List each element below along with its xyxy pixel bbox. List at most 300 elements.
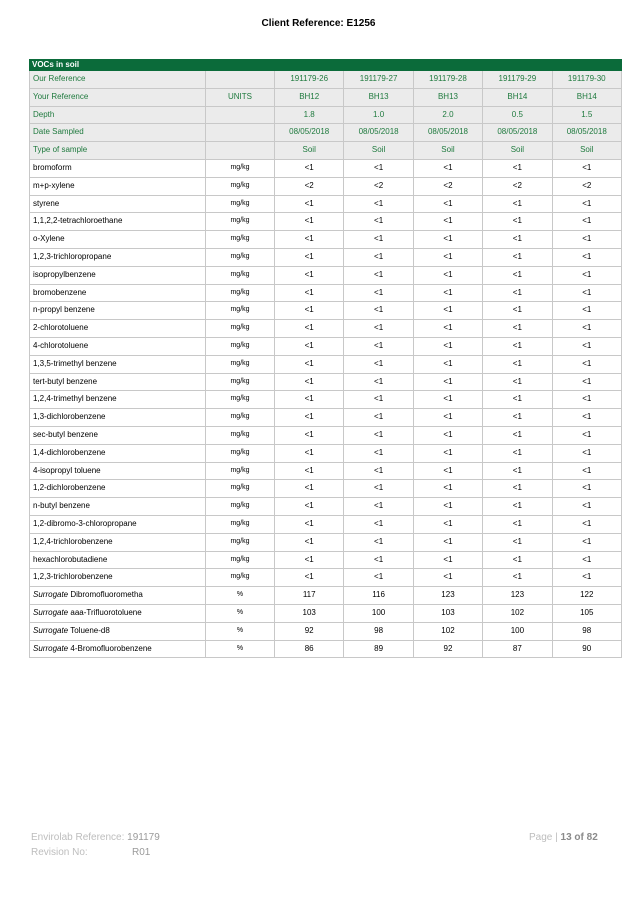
result-value: <1 [483,551,552,569]
meta-value: 1.8 [275,106,344,124]
footer-page-value: 13 of 82 [560,832,598,843]
result-value: <1 [413,462,482,480]
analyte-label: bromobenzene [33,287,87,297]
table-row [30,302,622,320]
meta-value: 08/05/2018 [483,124,552,142]
result-value: 89 [344,640,413,658]
footer-page-label: Page | [529,832,558,843]
analyte-unit: mg/kg [206,302,275,320]
result-value: <1 [275,248,344,266]
footer-ref-label: Envirolab Reference: [31,832,125,843]
surrogate-prefix: Surrogate [33,625,69,635]
analyte-unit: mg/kg [206,551,275,569]
result-value: <1 [552,231,621,249]
result-value: <1 [413,480,482,498]
result-value: <2 [413,177,482,195]
result-value: <1 [275,195,344,213]
analyte-label: styrene [33,198,60,208]
meta-value: 0.5 [483,106,552,124]
result-value: <1 [483,266,552,284]
result-value: <1 [413,337,482,355]
result-value: <1 [344,515,413,533]
analyte-name [30,533,206,551]
result-value: <1 [483,337,552,355]
result-value: <1 [344,266,413,284]
footer-page [529,832,598,843]
meta-label: Your Reference [30,88,206,106]
meta-unit: UNITS [206,88,275,106]
analyte-label: 2-chlorotoluene [33,323,89,333]
result-value: <1 [552,195,621,213]
analyte-name [30,337,206,355]
result-value: <1 [483,462,552,480]
result-value: <1 [483,248,552,266]
footer-reference [31,832,160,843]
table-row [30,284,622,302]
result-value: <1 [552,444,621,462]
analyte-unit: % [206,604,275,622]
result-value: 98 [552,622,621,640]
result-value: <1 [552,159,621,177]
meta-value: 191179-29 [483,71,552,89]
analyte-label: tert-butyl benzene [33,376,98,386]
analyte-label: 1,3-dichlorobenzene [33,412,106,422]
meta-unit [206,142,275,160]
result-value: 102 [413,622,482,640]
meta-label: Depth [30,106,206,124]
table-row [30,373,622,391]
table-row [30,498,622,516]
result-value: <1 [413,444,482,462]
surrogate-prefix: Surrogate [33,590,69,600]
meta-value: BH14 [552,88,621,106]
meta-label: Our Reference [30,71,206,89]
result-value: <1 [413,266,482,284]
analyte-unit: mg/kg [206,337,275,355]
result-value: <1 [275,533,344,551]
table-row [30,551,622,569]
result-value: 123 [483,587,552,605]
result-value: <1 [483,533,552,551]
meta-value: 1.5 [552,106,621,124]
analyte-name [30,444,206,462]
result-value: <1 [344,248,413,266]
analyte-label: 1,2,4-trichlorobenzene [33,536,113,546]
meta-row [30,142,622,160]
analyte-unit: mg/kg [206,498,275,516]
result-value: <1 [413,355,482,373]
result-value: <1 [483,355,552,373]
analyte-label: 1,2-dichlorobenzene [33,483,106,493]
result-value: <1 [483,213,552,231]
result-value: 92 [275,622,344,640]
result-value: <1 [483,320,552,338]
analyte-label: 1,2,4-trimethyl benzene [33,394,117,404]
analyte-unit: mg/kg [206,284,275,302]
result-value: <2 [344,177,413,195]
result-value: <1 [483,159,552,177]
result-value: <1 [275,284,344,302]
result-value: <1 [552,426,621,444]
analyte-unit: mg/kg [206,355,275,373]
result-value: <1 [344,195,413,213]
result-value: <1 [552,391,621,409]
analyte-unit: mg/kg [206,533,275,551]
section-header-row [30,60,622,71]
analyte-unit: % [206,622,275,640]
result-value: <1 [552,462,621,480]
meta-value: 191179-26 [275,71,344,89]
table-row [30,533,622,551]
analyte-name [30,515,206,533]
table-row [30,515,622,533]
result-value: <1 [413,159,482,177]
result-value: <1 [344,302,413,320]
result-value: <1 [275,231,344,249]
analyte-name [30,284,206,302]
result-value: <1 [552,248,621,266]
result-value: <1 [344,231,413,249]
footer-rev-value: R01 [132,847,151,858]
meta-row [30,71,622,89]
meta-value: 2.0 [413,106,482,124]
result-value: <1 [552,480,621,498]
analyte-label: 1,4-dichlorobenzene [33,447,106,457]
result-value: <1 [413,231,482,249]
result-value: <1 [483,498,552,516]
result-value: <1 [275,373,344,391]
table-row [30,177,622,195]
analyte-unit: mg/kg [206,409,275,427]
meta-value: 191179-28 [413,71,482,89]
result-value: <1 [413,213,482,231]
result-value: <1 [552,409,621,427]
result-value: 103 [275,604,344,622]
analyte-name [30,177,206,195]
analyte-unit: mg/kg [206,515,275,533]
table-row [30,231,622,249]
table-row [30,426,622,444]
result-value: 105 [552,604,621,622]
result-value: <1 [275,213,344,231]
result-value: 90 [552,640,621,658]
result-value: 100 [483,622,552,640]
analyte-unit: mg/kg [206,248,275,266]
meta-value: BH13 [413,88,482,106]
analyte-name [30,231,206,249]
table-row [30,480,622,498]
result-value: <1 [275,337,344,355]
result-value: <1 [344,426,413,444]
result-value: <1 [552,266,621,284]
meta-value: Soil [552,142,621,160]
analyte-unit: mg/kg [206,320,275,338]
analyte-unit: mg/kg [206,195,275,213]
result-value: <1 [552,569,621,587]
meta-unit [206,106,275,124]
meta-value: 08/05/2018 [275,124,344,142]
table-row [30,640,622,658]
analyte-name [30,355,206,373]
result-value: <1 [483,231,552,249]
result-value: <1 [413,302,482,320]
meta-row [30,88,622,106]
result-value: 100 [344,604,413,622]
result-value: <1 [344,373,413,391]
result-value: <1 [413,533,482,551]
analyte-unit: % [206,640,275,658]
result-value: <1 [413,320,482,338]
result-value: <1 [552,551,621,569]
result-value: <1 [344,391,413,409]
result-value: <1 [413,515,482,533]
result-value: <1 [483,373,552,391]
vocs-results-table [29,59,622,658]
table-row [30,337,622,355]
meta-value: Soil [344,142,413,160]
analyte-label: bromoform [33,162,72,172]
result-value: <1 [552,498,621,516]
table-row [30,248,622,266]
analyte-name [30,302,206,320]
table-row [30,444,622,462]
result-value: <1 [275,391,344,409]
result-value: <2 [552,177,621,195]
result-value: <1 [413,409,482,427]
result-value: <1 [275,480,344,498]
table-row [30,462,622,480]
analyte-name [30,462,206,480]
result-value: <1 [413,551,482,569]
meta-value: 08/05/2018 [344,124,413,142]
analyte-unit: mg/kg [206,159,275,177]
result-value: <1 [483,391,552,409]
result-value: <1 [552,302,621,320]
table-row [30,391,622,409]
analyte-name [30,266,206,284]
surrogate-prefix: Surrogate [33,643,69,653]
result-value: <1 [483,284,552,302]
analyte-unit: % [206,587,275,605]
analyte-name [30,391,206,409]
result-value: <1 [413,373,482,391]
result-value: <1 [275,409,344,427]
result-value: <1 [483,569,552,587]
meta-value: 08/05/2018 [552,124,621,142]
result-value: <1 [275,426,344,444]
analyte-name [30,159,206,177]
analyte-label: 1,1,2,2-tetrachloroethane [33,216,123,226]
meta-label: Type of sample [30,142,206,160]
analyte-label: Dibromofluorometha [70,590,143,600]
analyte-unit: mg/kg [206,177,275,195]
result-value: <1 [344,462,413,480]
result-value: <1 [344,213,413,231]
result-value: <1 [413,284,482,302]
meta-row [30,124,622,142]
analyte-name [30,373,206,391]
result-value: <1 [552,373,621,391]
analyte-label: 4-isopropyl toluene [33,465,101,475]
result-value: <1 [344,355,413,373]
result-value: <1 [344,480,413,498]
result-value: <1 [552,337,621,355]
result-value: <1 [483,515,552,533]
result-value: <1 [483,195,552,213]
analyte-unit: mg/kg [206,480,275,498]
analyte-label: sec-butyl benzene [33,429,98,439]
result-value: 92 [413,640,482,658]
result-value: <1 [275,569,344,587]
result-value: <1 [413,569,482,587]
result-value: <1 [275,444,344,462]
analyte-label: m+p-xylene [33,180,75,190]
result-value: <1 [413,248,482,266]
table-row [30,622,622,640]
analyte-name [30,587,206,605]
section-title: VOCs in soil [30,60,206,71]
result-value: <1 [552,213,621,231]
meta-value: Soil [275,142,344,160]
result-value: <1 [344,444,413,462]
result-value: <1 [275,159,344,177]
analyte-name [30,480,206,498]
table-row [30,159,622,177]
result-value: <1 [413,498,482,516]
result-value: <1 [413,391,482,409]
analyte-label: Toluene-d8 [70,625,110,635]
result-value: <1 [552,533,621,551]
table-row [30,355,622,373]
table-row [30,213,622,231]
result-value: <1 [552,355,621,373]
result-value: 98 [344,622,413,640]
analyte-unit: mg/kg [206,373,275,391]
result-value: <1 [275,266,344,284]
result-value: <1 [344,159,413,177]
result-value: <1 [483,444,552,462]
result-value: <1 [275,302,344,320]
result-value: <1 [552,515,621,533]
table-row [30,604,622,622]
result-value: 122 [552,587,621,605]
table-row [30,569,622,587]
meta-unit [206,71,275,89]
analyte-name [30,320,206,338]
analyte-name [30,213,206,231]
result-value: 117 [275,587,344,605]
analyte-name [30,604,206,622]
result-value: <1 [275,355,344,373]
result-value: 102 [483,604,552,622]
result-value: <1 [344,533,413,551]
meta-value: 191179-30 [552,71,621,89]
result-value: <1 [275,551,344,569]
table-row [30,266,622,284]
analyte-label: o-Xylene [33,234,65,244]
result-value: <1 [483,480,552,498]
result-value: <1 [275,498,344,516]
analyte-label: 1,2,3-trichlorobenzene [33,572,113,582]
meta-value: 08/05/2018 [413,124,482,142]
result-value: <1 [552,320,621,338]
analyte-unit: mg/kg [206,391,275,409]
meta-value: 1.0 [344,106,413,124]
result-value: <1 [483,426,552,444]
result-value: 123 [413,587,482,605]
result-value: <2 [275,177,344,195]
footer-rev-label: Revision No: [31,847,88,858]
meta-value: BH14 [483,88,552,106]
meta-row [30,106,622,124]
analyte-label: hexachlorobutadiene [33,554,108,564]
result-value: <1 [275,462,344,480]
analyte-name [30,640,206,658]
analyte-name [30,498,206,516]
analyte-name [30,248,206,266]
analyte-label: 1,3,5-trimethyl benzene [33,358,117,368]
table-row [30,195,622,213]
analyte-unit: mg/kg [206,213,275,231]
result-value: <1 [413,195,482,213]
table-row [30,409,622,427]
meta-value: Soil [483,142,552,160]
result-value: <1 [344,320,413,338]
analyte-name [30,195,206,213]
analyte-unit: mg/kg [206,426,275,444]
analyte-label: n-butyl benzene [33,501,90,511]
analyte-label: n-propyl benzene [33,305,95,315]
analyte-unit: mg/kg [206,231,275,249]
meta-unit [206,124,275,142]
result-value: <1 [344,284,413,302]
analyte-label: 1,2,3-trichloropropane [33,251,112,261]
meta-value: BH13 [344,88,413,106]
analyte-name [30,551,206,569]
analyte-label: isopropylbenzene [33,269,96,279]
analyte-unit: mg/kg [206,266,275,284]
footer-revision [31,847,150,858]
result-value: <1 [344,551,413,569]
table-row [30,320,622,338]
analyte-unit: mg/kg [206,462,275,480]
page-title: Client Reference: E1256 [261,18,376,29]
result-value: <1 [275,320,344,338]
analyte-name [30,622,206,640]
analyte-name [30,569,206,587]
result-value: <1 [344,569,413,587]
table-row [30,587,622,605]
meta-label: Date Sampled [30,124,206,142]
result-value: 103 [413,604,482,622]
analyte-unit: mg/kg [206,569,275,587]
result-value: <1 [344,409,413,427]
analyte-label: 1,2-dibromo-3-chloropropane [33,518,137,528]
result-value: <1 [552,284,621,302]
analyte-name [30,426,206,444]
meta-value: Soil [413,142,482,160]
result-value: <2 [483,177,552,195]
analyte-label: aaa-Trifluorotoluene [70,607,142,617]
analyte-label: 4-Bromofluorobenzene [70,643,152,653]
meta-value: 191179-27 [344,71,413,89]
result-value: 116 [344,587,413,605]
analyte-unit: mg/kg [206,444,275,462]
result-value: <1 [344,498,413,516]
surrogate-prefix: Surrogate [33,607,69,617]
footer-ref-value: 191179 [127,832,160,843]
result-value: <1 [413,426,482,444]
